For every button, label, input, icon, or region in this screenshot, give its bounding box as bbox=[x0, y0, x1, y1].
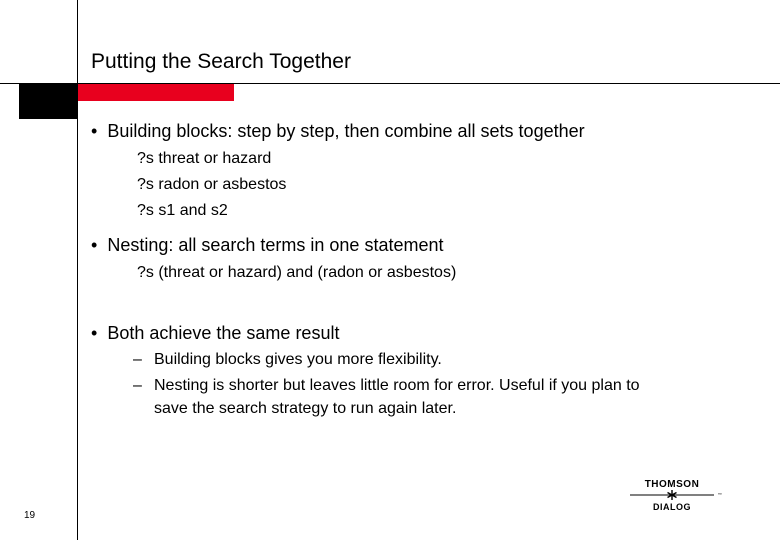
vertical-rule bbox=[77, 0, 78, 540]
dash-mark: – bbox=[133, 377, 142, 394]
logo-text-bottom: DIALOG bbox=[653, 502, 691, 512]
dash-item bbox=[133, 377, 640, 395]
search-line: ?s (threat or hazard) and (radon or asbestos) bbox=[137, 264, 457, 281]
bullet-nesting bbox=[91, 235, 443, 256]
bullet-dot: • bbox=[91, 235, 98, 255]
search-line: ?s threat or hazard bbox=[137, 150, 272, 167]
dash-text: Nesting is shorter but leaves little room for error. Useful if you plan to bbox=[154, 377, 640, 394]
bullet-text: Nesting: all search terms in one statement bbox=[107, 235, 444, 255]
thomson-dialog-logo bbox=[628, 478, 724, 514]
slide-title: Putting the Search Together bbox=[91, 50, 351, 73]
page-number: 19 bbox=[24, 510, 36, 521]
dash-text-continued: save the search strategy to run again later. bbox=[154, 400, 457, 417]
search-line: ?s s1 and s2 bbox=[137, 202, 228, 219]
bullet-text: Building blocks: step by step, then combine all sets together bbox=[107, 121, 585, 141]
bullet-building-blocks bbox=[91, 121, 585, 142]
dash-item bbox=[133, 351, 442, 369]
bullet-same-result bbox=[91, 323, 339, 344]
dash-text: Building blocks gives you more flexibility. bbox=[154, 351, 442, 368]
bullet-dot: • bbox=[91, 323, 98, 343]
logo-trademark: ™ bbox=[718, 492, 722, 497]
bullet-dot: • bbox=[91, 121, 98, 141]
search-line: ?s radon or asbestos bbox=[137, 176, 287, 193]
header-black-block bbox=[19, 84, 77, 119]
dash-mark: – bbox=[133, 351, 142, 368]
bullet-text: Both achieve the same result bbox=[107, 323, 340, 343]
logo-text-top: THOMSON bbox=[644, 479, 700, 490]
header-red-bar bbox=[78, 84, 234, 101]
